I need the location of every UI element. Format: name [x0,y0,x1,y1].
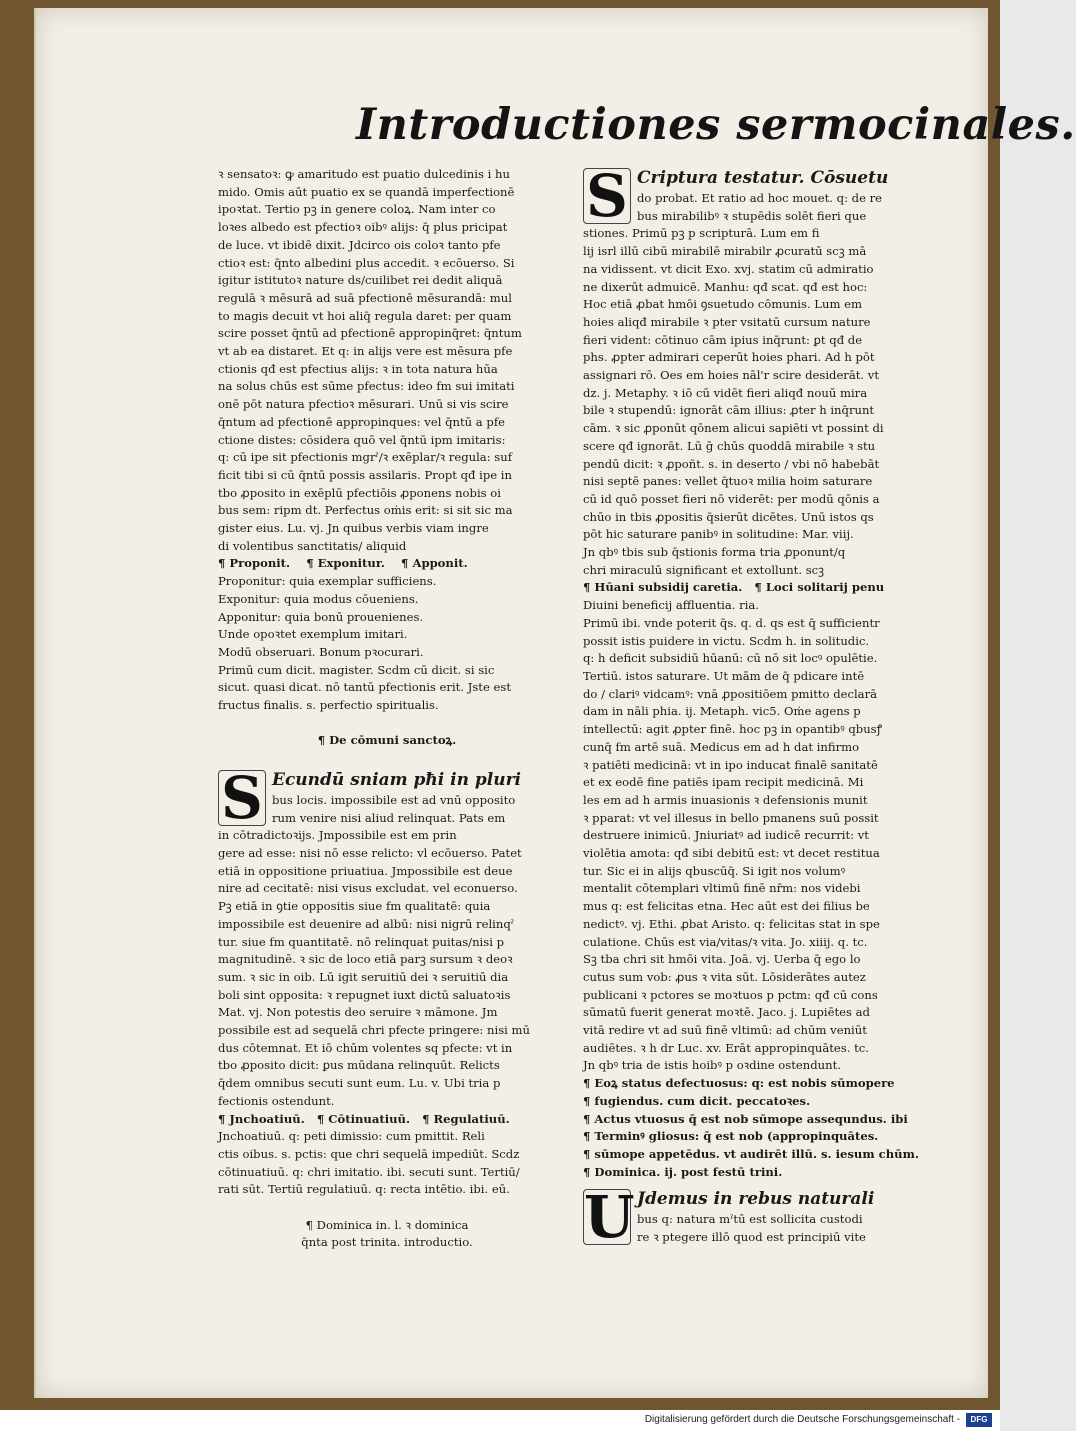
text-line: Jdemus in rebus naturali [637,1189,875,1210]
text-line: stiones. Primū pꝫ p scripturā. Lum em fi [583,226,820,241]
right-paragraph-a [583,243,935,579]
text-line: sicut. quasi dicat. nō tantū pfectionis erit. Jste est [218,680,511,695]
opening-lines [583,166,935,243]
text-line: ipoꝛtat. Tertio pꝫ in genere coloꝝ. Nam inter co [218,202,496,217]
text-line: ficit tibi si cū q̄ntū possis assilaris. Propt qđ ipe in [218,467,512,482]
text-line: Criptura testatur. Cōsuetu [637,168,889,188]
text-line: bus locis. impossibile est ad vnū opposito [272,792,516,807]
rubric-item: Jnchoatiuū. [229,1111,305,1126]
section-opening [218,763,556,845]
rubric-item: Exponitur. [317,556,385,571]
text-line: nisi septē panes: vellet q̄tuoꝛ milia hoim saturare [583,474,873,489]
right-paragraph-b [583,597,935,1075]
text-line: violētia amota: qđ sibi debitū est: vt decet restitua [583,846,880,861]
opening-lines [218,768,556,845]
text-line: in cōtradictoꝛijs. Jmpossibile est em prin [218,828,457,843]
drop-initial-u: U [584,1183,635,1252]
text-line: di volentibus sanctitatis/ aliquid [218,538,407,553]
text-line: et ex eodē fine patiēs ipam recipit medicinā. Mi [583,775,864,790]
text-line: Pꝫ etiā in ꝯtie oppositis siue fm qualitatē: quia [218,899,491,914]
text-line: Tertiū. istos saturare. Ut mām de q̄ pdicare intē [583,668,865,683]
text-line: chri miraculū significant et extollunt. scꝫ [583,562,825,577]
text-line: rati sūt. Tertiū regulatiuū. q: recta intētio. ibi. eū. [218,1182,510,1197]
text-line: na vidissent. vt dicit Exo. xvj. statim cū admiratio [583,261,874,276]
text-line: q̄dem omnibus secuti sunt eum. Lu. v. Ubi tria p [218,1076,501,1091]
drop-initial-s: S [583,168,631,224]
rubric-item: Loci solitarij penu [765,580,885,595]
right-text-column [583,162,935,1252]
text-line: impossibile est deuenire ad albū: nisi nigrū relinqˀ [218,916,515,931]
text-line: Modū obseruari. Bonum pꝛocurari. [218,644,424,659]
text-line: possit istis puidere in victu. Scdm h. in solitudic. [583,633,870,648]
text-line: re ꝛ ptegere illō quod est principiū vite [637,1230,866,1245]
rubric-item: Proponit. [229,556,291,571]
rubric-item: Regulatiuū. [433,1111,510,1126]
text-line: Apponitur: quia bonū prouenienes. [218,609,424,624]
text-line: Mat. vj. Non potestis deo seruire ꝛ māmone. Jm [218,1005,498,1020]
rubric-row-b: ¶ Jnchoatiuū. ¶ Cōtinuatiuū. ¶ Regulatiuū. [218,1111,510,1126]
text-line: Diuini beneficij affluentia. ria. [583,598,760,613]
text-line: ne dixerūt admuicē. Manhu: qđ scat. qđ est hoc: [583,279,868,294]
text-line: etiā in oppositione priuatiua. Jmpossibile est deue [218,863,513,878]
text-line: cutus sum vob: ꝓus ꝛ vita sūt. Lōsiderātes autez [583,969,866,984]
text-line: Primū cum dicit. magister. Scdm cū dicit. si sic [218,662,495,677]
closing-line: Dominica in. l. ꝛ dominica [316,1217,469,1232]
text-line: vitā redire vt ad suū finē vltimū: ad chūm veniūt [583,1023,867,1038]
text-line: ctione distes: cōsidera quō vel q̄ntū ipm imitaris: [218,432,506,447]
text-line: lij isrl illū cibū mirabilē mirabilr ꝓcuratū scꝫ mā [583,244,867,259]
text-line: igitur istitutoꝛ nature ds/cuilibet rei dedit aliquā [218,273,503,288]
text-line: tbo ꝓposito dicit: ꝑus mūdana relinquūt. Relicts [218,1058,500,1073]
text-line: mido. Omis aūt puatio ex se quandā imperfectionē [218,184,515,199]
text-line: cām. ꝛ sic ꝓponūt qōnem alicui sapiēti vt possint di [583,421,884,436]
text-line: q̄ntum ad pfectionē appropinques: vel q̄ntū a pfe [218,414,505,429]
text-line: tbo ꝓposito in exēplū pfectiōis ꝓponens nobis oi [218,485,501,500]
footer-bar [0,1410,1000,1431]
text-line: magnitudinē. ꝛ sic de loco etiā parꝫ sursum ꝛ deoꝛ [218,952,513,967]
text-line: fectionis ostendunt. [218,1093,335,1108]
text-line: chūo in tbis ꝓpositis q̄sierūt dicētes. Unū istos qs [583,509,874,524]
text-line: bile ꝛ stupendū: ignorāt cām illius: ꝓter h inq̄runt [583,403,875,418]
text-line: scire posset q̄ntū ad pfectionē appropinq̄ret: q̄ntum [218,326,522,341]
text-line: nedictꝰ. vj. Ethi. ꝓbat Aristo. q: felicitas stat in spe [583,916,880,931]
text-line: dz. j. Metaphy. ꝛ iō cū vidēt fieri aliqđ nouū mira [583,385,868,400]
text-line: tur. siue fm quantitatē. nō relinquat puitas/nisi p [218,934,505,949]
text-line: q: cū ipe sit pfectionis mgrˀ/ꝛ exēplar/ꝛ regula: suf [218,450,512,465]
left-text-column [218,166,556,1252]
rubric-row-c: ¶ Hūani subsidij caretia. ¶ Loci solitarij penu [583,580,885,595]
right-rubric-list [583,1075,935,1181]
text-line: culatione. Chūs est via/vitas/ꝛ vita. Jo. xiiij. q. tc. [583,934,868,949]
text-line: mus q: est felicitas etna. Hec aūt est dei filius be [583,899,870,914]
text-line: pendū dicit: ꝛ ꝓpoñt. s. in deserto / vbi nō habebāt [583,456,880,471]
text-line: de luce. vt ibidē dixit. Jdcirco ois coloꝛ tanto pfe [218,237,501,252]
text-line: tur. Sic ei in alijs qbuscūq̄. Si igit nos volumꝰ [583,863,846,878]
left-paragraph-a [218,166,556,555]
text-line: cōtinuatiuū. q: chri imitatio. ibi. secuti sunt. Tertiū/ [218,1164,520,1179]
rubric-line: ¶ Eoꝝ status defectuosus: q: est nobis sūmopere [583,1076,895,1091]
text-line: scere qđ ignorāt. Lū ḡ chūs quoddā mirabile ꝛ stu [583,438,876,453]
text-line: do / clariꝰ vidcamꝰ: vnā ꝓpositiōem pmitto declarā [583,686,878,701]
text-line: gere ad esse: nisi nō esse relicto: vl ecōuerso. Patet [218,845,522,860]
rubric-item: Cōtinuatiuū. [328,1111,411,1126]
text-line: q: h deficit subsidiū hūanū: cū nō sit locꝰ opulētie. [583,651,878,666]
text-line: intellectū: agit ꝓpter finē. hoc pꝫ in opantibꝰ qbusꝭ [583,722,883,737]
rubric-line: ¶ fugiendus. cum dicit. peccatoꝛes. [583,1093,811,1108]
text-line: regulā ꝛ mēsurā ad suā pfectionē mēsurandā: mul [218,290,512,305]
text-line: phs. ꝓpter admirari ceperūt hoies phari. Ad h pōt [583,350,875,365]
rubric-row-a: ¶ Proponit. ¶ Exponitur. ¶ Apponit. [218,556,468,571]
text-line: rum venire nisi aliud relinquat. Pats em [272,810,506,825]
text-line: ctionis qđ est pfectius alijs: ꝛ in tota natura hūa [218,361,498,376]
rubric-line: ¶ Actus vtuosus q̄ est nob sūmope assequndus. ibi [583,1111,908,1126]
text-line: boli sint opposita: ꝛ repugnet iuxt dictū saluatoꝛis [218,987,511,1002]
text-line: ꝛ sensatoꝛ: ꝙ amaritudo est puatio dulcedinis i hu [218,167,510,181]
text-line: Unde opoꝛtet exemplum imitari. [218,627,408,642]
rubric-item: Hūani subsidij caretia. [594,580,743,595]
text-line: onē pōt natura pfectioꝛ mēsurari. Unū si vis scire [218,397,509,412]
text-line: loꝛes albedo est pfectioꝛ oibꝰ alijs: q̄ plus pricipat [218,220,508,235]
left-paragraph-b [218,573,556,715]
rubric-line: ¶ Dominica. ij. post festū trini. [583,1164,783,1179]
text-line: ctis oibus. s. pctis: que chri sequelā impediūt. Scdz [218,1146,520,1161]
opening-lines [583,1183,935,1252]
text-line: sum. ꝛ sic in oib. Lū igit seruitiū dei ꝛ seruitiū dia [218,969,509,984]
text-line: destruere inimicū. Jniuriatꝰ ad iudicē recurrit: vt [583,828,869,843]
rubric-line: ¶ Terminꝰ gliosus: q̄ est nob (appropinquātes. [583,1129,879,1144]
text-line: fructus finalis. s. perfectio spiritualis. [218,698,439,713]
text-line: na solus chūs est sūme pfectus: ideo fm sui imitati [218,379,515,394]
text-line: Jn qbꝰ tria de istis hoibꝰ p oꝛdine ostendunt. [583,1058,841,1073]
text-line: Proponitur: quia exemplar sufficiens. [218,574,437,589]
text-line: sūmatū fuerit generat moꝛtē. Jaco. j. Lupiētes ad [583,1005,870,1020]
text-line: bus sem: ripm dt. Perfectus oṁis erit: si sit sic ma [218,503,513,518]
closing-line: q̄nta post trinita. introductio. [301,1235,473,1250]
rubric-item: Apponit. [412,556,468,571]
text-line: mentalit cōtemplari vltimū finē nr̄m: nos videbi [583,881,861,896]
text-line: Ecundū sniam pħi in pluri [272,769,521,790]
funding-credit: Digitalisierung gefördert durch die Deutsche Forschungsgemeinschaft - [644,1414,960,1425]
text-line: Exponitur: quia modus cōueniens. [218,591,419,606]
text-line: vt ab ea distaret. Et q: in alijs vere est mēsura pfe [218,344,513,359]
text-line: cū id quō posset fieri nō viderēt: per modū qōnis a [583,491,880,506]
text-line: Jnchoatiuū. q: peti dimissio: cum pmittit. Reli [218,1129,485,1144]
text-line: to magis decuit vt hoi aliq̄ regula daret: per quam [218,308,512,323]
text-line: cunq̄ fm artē suā. Medicus em ad h dat infirmo [583,739,860,754]
left-paragraph-c [218,845,556,1111]
text-line: dus cōtemnat. Et iō chūm volentes sq pfecte: vt in [218,1040,513,1055]
section-opening [583,162,935,243]
text-line: dam in nāli phia. ij. Metaph. vic5. Oṁe agens p [583,704,861,719]
section-title: ¶ De cōmuni sanctoꝝ. [317,733,457,748]
section-title-text: De cōmuni sanctoꝝ. [329,733,457,748]
dfg-logo: DFG [966,1413,992,1427]
text-line: hoies aliqđ mirabile ꝛ pter vsitatū cursum nature [583,314,871,329]
text-line: assignari rō. Oes em hoies nāl'r scire desiderāt. vt [583,368,879,383]
text-line: bus mirabilibꝰ ꝛ stupēdis solēt fieri que [637,208,867,223]
text-line: fieri vident: cōtinuo cām ipius inq̄runt: ꝑt qđ de [583,332,863,347]
section-opening [583,1183,935,1252]
text-line: ctioꝛ est: q̄nto albedini plus accedit. ꝛ ecōuerso. Si [218,255,515,270]
text-line: pōt hic saturare panibꝰ in solitudine: Mar. viij. [583,527,854,542]
text-line: Primū ibi. vnde poterit q̄s. q. d. qs est q̄ sufficientr [583,615,880,630]
text-line: publicani ꝛ pctores se moꝛtuos p pctm: qđ cū cons [583,987,878,1002]
text-line: bus q: natura mˀtū est sollicita custodi [637,1212,863,1227]
text-line: Sꝫ tba chri sit hmōi vita. Joā. vj. Uerba q̄ ego lo [583,952,861,967]
drop-initial-s: S [218,770,266,826]
text-line: les em ad h armis inuasionis ꝛ defensionis munit [583,792,868,807]
text-line: do probat. Et ratio ad hoc mouet. q: de re [637,191,883,205]
page-title: Introductiones sermocinales. [356,100,1076,150]
text-line: nire ad cecitatē: nisi visus excludat. vel econuerso. [218,881,518,896]
text-line: ꝛ patiēti medicinā: vt in ipo inducat finalē sanitatē [583,757,878,772]
text-line: ꝛ pparat: vt vel illesus in bello pmanens suū possit [583,810,879,825]
left-paragraph-d [218,1128,556,1199]
text-line: possibile est ad sequelā chri pfecte pringere: nisi mū [218,1023,530,1038]
text-line: Jn qbꝰ tbis sub q̄stionis forma tria ꝓponunt/q [583,545,846,560]
closing-rubric: ¶ Dominica in. l. ꝛ dominica [305,1217,469,1232]
text-line: gister eius. Lu. vj. Jn quibus verbis viam ingre [218,521,489,536]
text-line: audiētes. ꝛ h dr Luc. xv. Erāt appropinquātes. tc. [583,1040,869,1055]
text-line: Hoc etiā ꝓbat hmōi ꝯsuetudo cōmunis. Lum em [583,297,863,312]
rubric-line: ¶ sūmope appetēdus. vt audirēt illū. s. iesum chūm. [583,1146,919,1161]
